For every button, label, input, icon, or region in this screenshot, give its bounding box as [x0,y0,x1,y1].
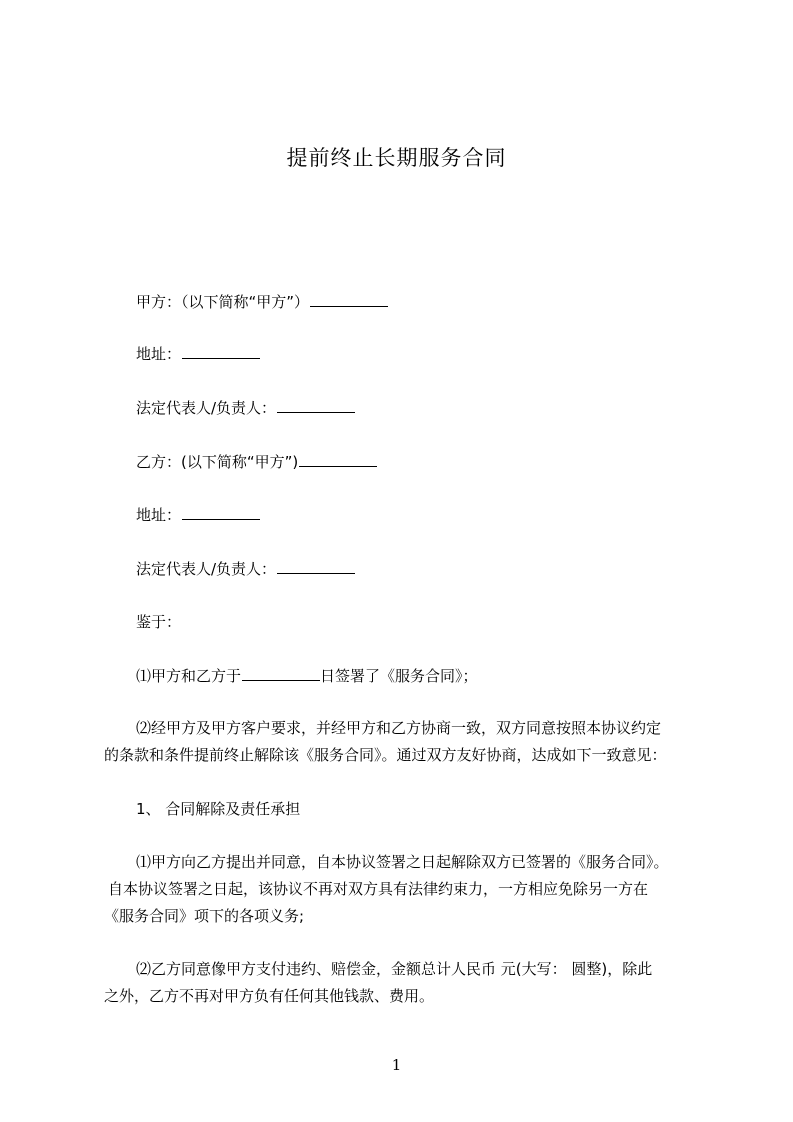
party-a-rep-blank [277,398,355,413]
party-b-line [136,452,377,472]
page-number: 1 [391,1056,402,1074]
recital-1-prefix: ⑴甲方和乙方于 [136,667,242,685]
clause-1-line-2: 自本协议签署之日起，该协议不再对双方具有法律约束力，一方相应免除另一方在 [108,880,649,898]
document-title: 提前终止长期服务合同 [286,146,507,170]
party-a-rep-label: 法定代表人/负责人： [136,399,277,417]
recital-1-blank [242,666,320,681]
recital-1-suffix: 日签署了《服务合同》； [320,667,478,685]
clause-1-line-1: ⑴甲方向乙方提出并同意，自本协议签署之日起解除双方已签署的《服务合同》。 [136,853,669,871]
party-a-address-blank [182,344,260,359]
clause-2-line-2: 之外，乙方不再对甲方负有任何其他钱款、费用。 [104,987,435,1005]
party-b-address-label: 地址： [136,506,182,524]
party-a-address-label: 地址： [136,345,182,363]
party-a-label: 甲方：（以下简称“甲方”） [136,293,310,311]
whereas-heading: 鉴于： [136,613,182,631]
recital-1 [136,666,478,686]
clause-1-line-3: 《服务合同》项下的各项义务; [104,907,305,925]
party-b-address-blank [182,505,260,520]
party-b-rep-line [136,559,355,579]
party-a-blank [310,292,388,307]
party-a-line [136,292,388,312]
party-b-address-line [136,505,260,525]
party-b-rep-blank [277,559,355,574]
party-b-rep-label: 法定代表人/负责人： [136,560,277,578]
party-a-rep-line [136,398,355,418]
party-a-address-line [136,344,260,364]
recital-2-line-2: 的条款和条件提前终止解除该《服务合同》。通过双方友好协商，达成如下一致意见： [104,746,667,764]
clause-2-line-1: ⑵乙方同意像甲方支付违约、赔偿金，金额总计人民币 元(大写： 圆整)，除此 [136,960,653,978]
recital-2-line-1: ⑵经甲方及甲方客户要求，并经甲方和乙方协商一致，双方同意按照本协议约定 [136,719,662,737]
section-1-heading: 1、 合同解除及责任承担 [136,800,301,818]
party-b-blank [299,452,377,467]
party-b-label: 乙方：(以下简称“甲方”) [136,453,299,471]
